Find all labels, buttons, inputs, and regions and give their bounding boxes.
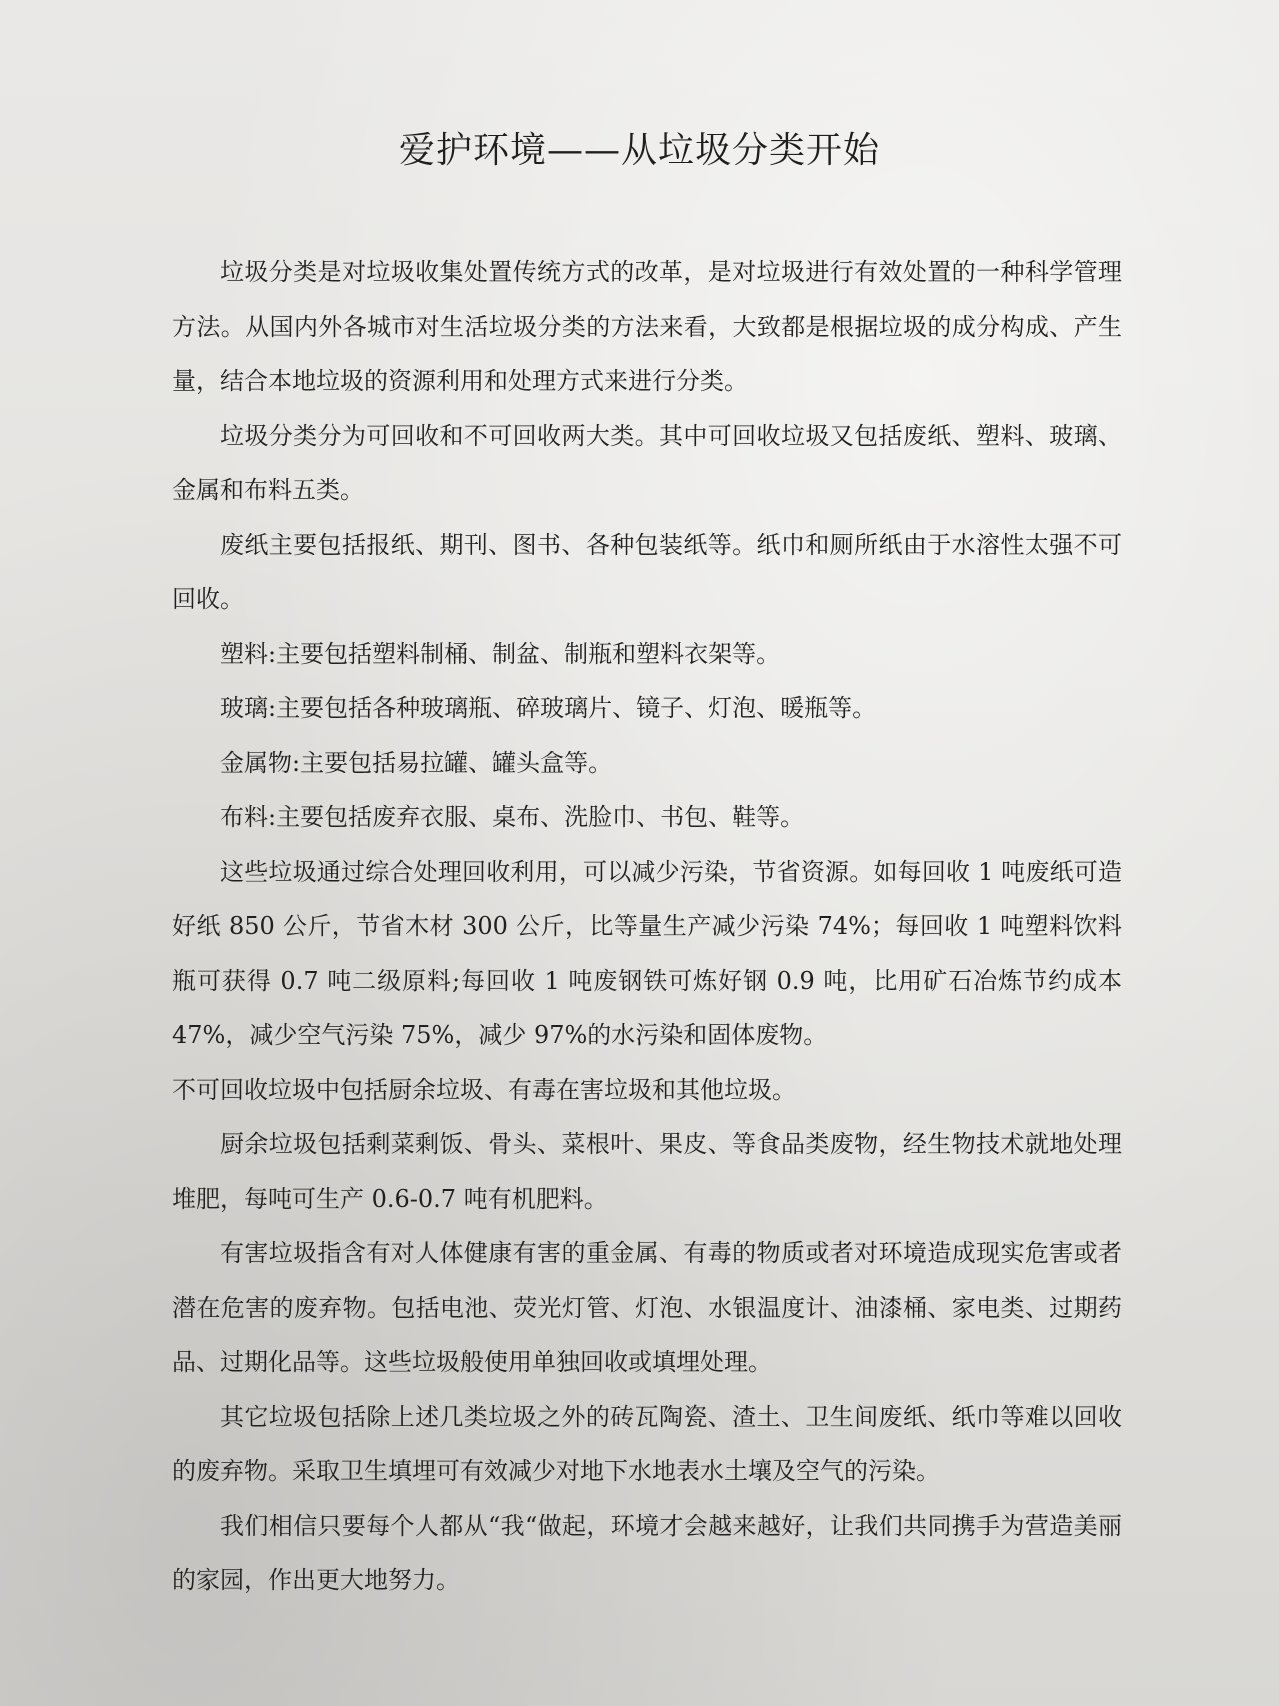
paragraph-metal: 金属物:主要包括易拉罐、罐头盒等。 [220, 748, 613, 777]
paragraph-non-recyclable: 不可回收垃圾中包括厨余垃圾、有毒在害垃圾和其他垃圾。 [172, 1075, 796, 1104]
paragraph-plastic: 塑料:主要包括塑料制桶、制盆、制瓶和塑料衣架等。 [220, 639, 781, 668]
paragraph-glass: 玻璃:主要包括各种玻璃瓶、碎玻璃片、镜子、灯泡、暖瓶等。 [220, 694, 877, 722]
paragraph-paper: 废纸主要包括报纸、期刊、图书、各种包装纸等。纸巾和厕所纸由于水溶性太强不可回收。 [172, 530, 1122, 613]
paragraph-intro: 垃圾分类是对垃圾收集处置传统方式的改革，是对垃圾进行有效处置的一种科学管理方法。从国内外各城市对生活垃圾分类的方法来看，大致都是根据垃圾的成分构成、产生量，结合本地垃圾的资源利用和处理方式来进行分类。 [172, 258, 1122, 395]
paragraph-categories: 垃圾分类分为可回收和不可回收两大类。其中可回收垃圾又包括废纸、塑料、玻璃、金属和布料五类。 [172, 421, 1122, 504]
paragraph-kitchen-waste: 厨余垃圾包括剩菜剩饭、骨头、菜根叶、果皮、等食品类废物，经生物技术就地处理堆肥，每吨可生产 0.6-0.7 吨有机肥料。 [172, 1130, 1122, 1213]
paragraph-recycling-benefits: 这些垃圾通过综合处理回收利用，可以减少污染，节省资源。如每回收 1 吨废纸可造好纸 850 公斤，节省木材 300 公斤，比等量生产减少污染 74%；每回收 1 吨塑料饮料瓶可获得 0.7 吨二级原料;每回收 1 吨废钢铁可炼好钢 0.9 吨，比用矿石冶炼节约成本 47%，减少空气污染 75%，减少 97%的水污染和固体废物。 [172, 857, 1122, 1049]
paragraph-other-waste: 其它垃圾包括除上述几类垃圾之外的砖瓦陶瓷、渣土、卫生间废纸、纸巾等难以回收的废弃物。采取卫生填埋可有效减少对地下水地表水土壤及空气的污染。 [172, 1402, 1122, 1485]
paragraph-conclusion: 我们相信只要每个人都从“我“做起，环境才会越来越好，让我们共同携手为营造美丽的家园，作出更大地努力。 [172, 1511, 1122, 1594]
document-body [172, 245, 1122, 1608]
document-title: 爱护环境——从垃圾分类开始 [398, 130, 880, 171]
paragraph-hazardous-waste: 有害垃圾指含有对人体健康有害的重金属、有毒的物质或者对环境造成现实危害或者潜在危害的废弃物。包括电池、荧光灯管、灯泡、水银温度计、油漆桶、家电类、过期药品、过期化品等。这些垃圾般使用单独回收或填埋处理。 [172, 1239, 1122, 1376]
paragraph-fabric: 布料:主要包括废弃衣服、桌布、洗脸巾、书包、鞋等。 [220, 803, 805, 831]
